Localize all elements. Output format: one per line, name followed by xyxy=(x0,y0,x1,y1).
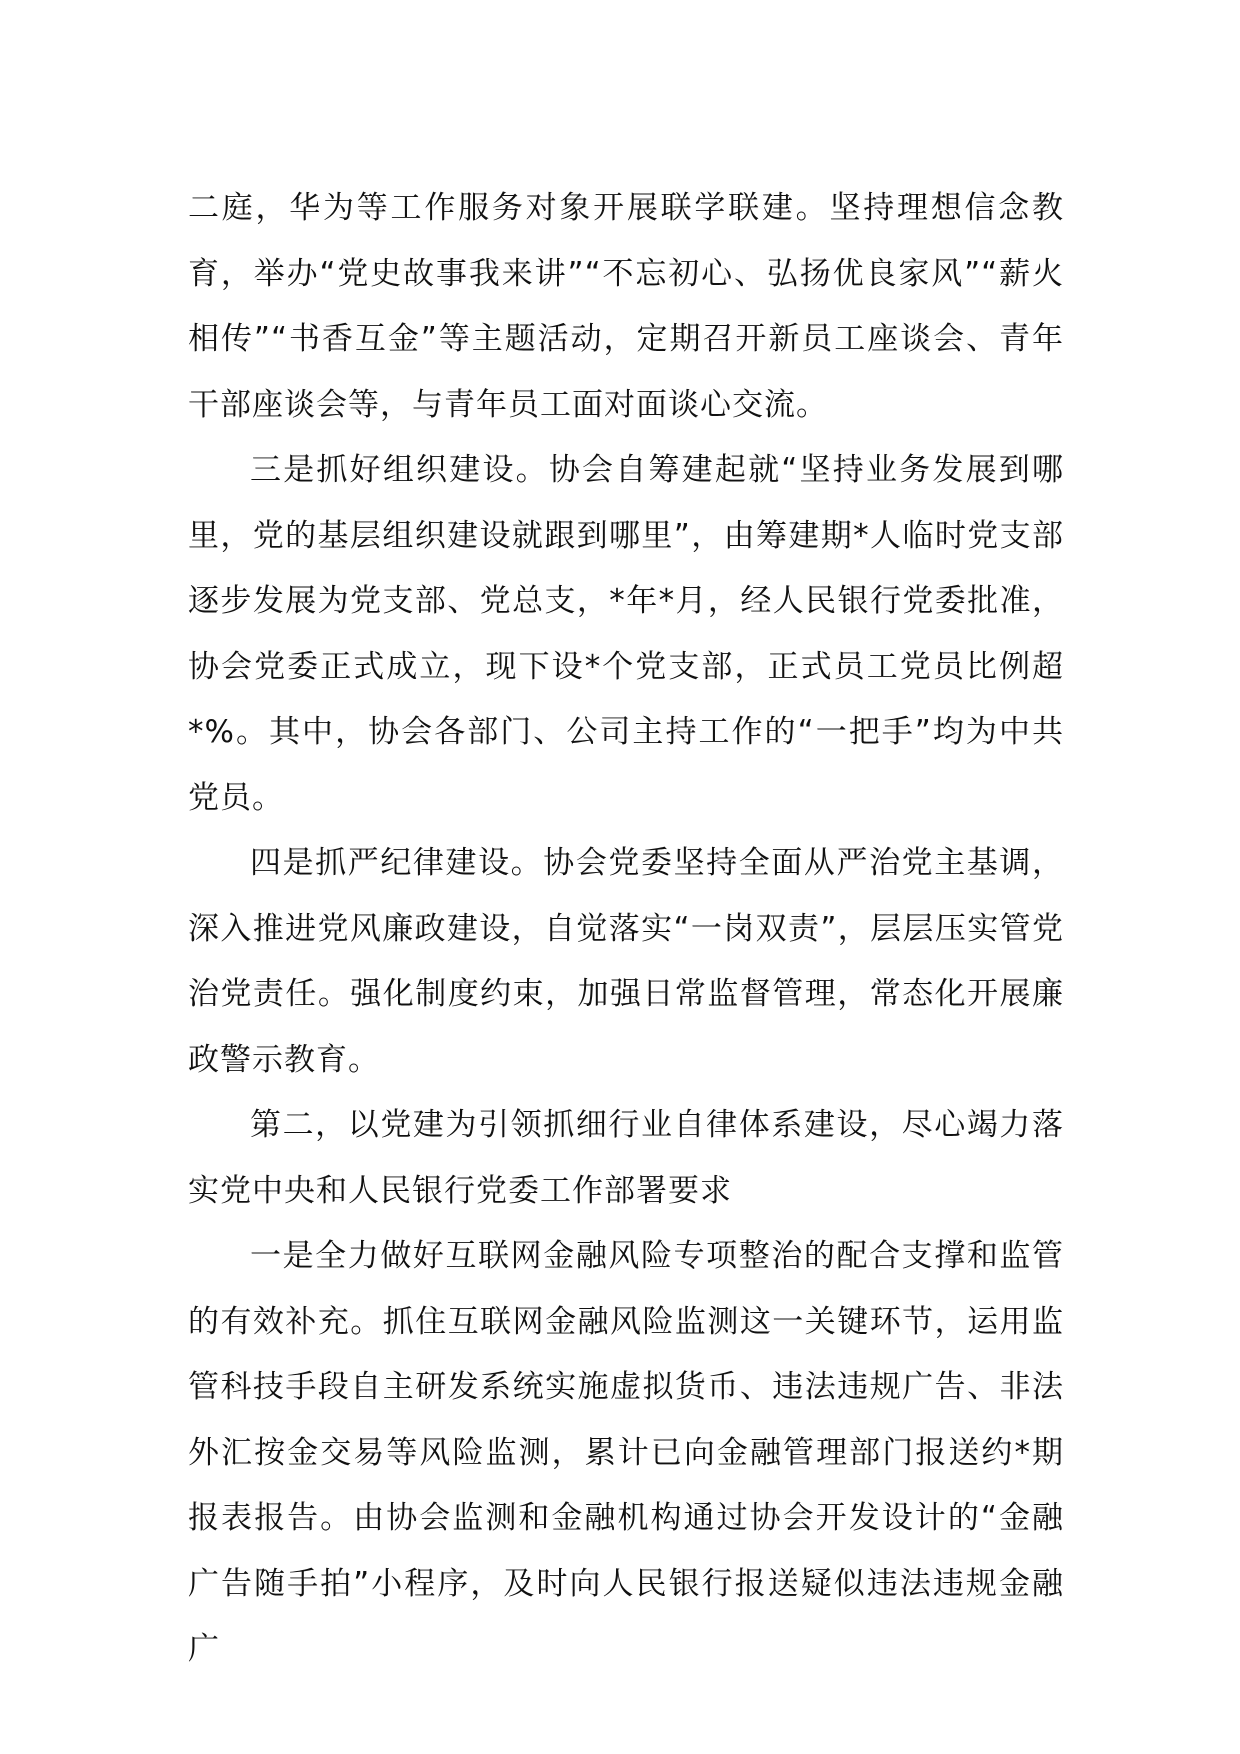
paragraph-discipline-building: 四是抓严纪律建设。协会党委坚持全面从严治党主基调，深入推进党风廉政建设，自觉落实“一岗双责”，层层压实管党治党责任。强化制度约束，加强日常监督管理，常态化开展廉政警示教育。 xyxy=(188,845,1064,1078)
paragraph-risk-rectification: 一是全力做好互联网金融风险专项整治的配合支撑和监管的有效补充。抓住互联网金融风险监测这一关键环节，运用监管科技手段自主研发系统实施虚拟货币、违法违规广告、非法外汇按金交易等风险监测，累计已向金融管理部门报送约*期报表报告。由协会监测和金融机构通过协会开发设计的“金融广告随手拍”小程序，及时向人民银行报送疑似违法违规金融广 xyxy=(188,1238,1064,1667)
document-body xyxy=(188,176,1064,1683)
paragraph-organization-building: 三是抓好组织建设。协会自筹建起就“坚持业务发展到哪里，党的基层组织建设就跟到哪里”，由筹建期*人临时党支部逐步发展为党支部、党总支，*年*月，经人民银行党委批准，协会党委正式成立，现下设*个党支部，正式员工党员比例超*%。其中，协会各部门、公司主持工作的“一把手”均为中共党员。 xyxy=(188,452,1064,816)
paragraph-continuation: 二庭，华为等工作服务对象开展联学联建。坚持理想信念教育，举办“党史故事我来讲”“不忘初心、弘扬优良家风”“薪火相传”“书香互金”等主题活动，定期召开新员工座谈会、青年干部座谈会等，与青年员工面对面谈心交流。 xyxy=(188,190,1064,423)
section-heading-second: 第二，以党建为引领抓细行业自律体系建设，尽心竭力落实党中央和人民银行党委工作部署要求 xyxy=(188,1107,1064,1209)
